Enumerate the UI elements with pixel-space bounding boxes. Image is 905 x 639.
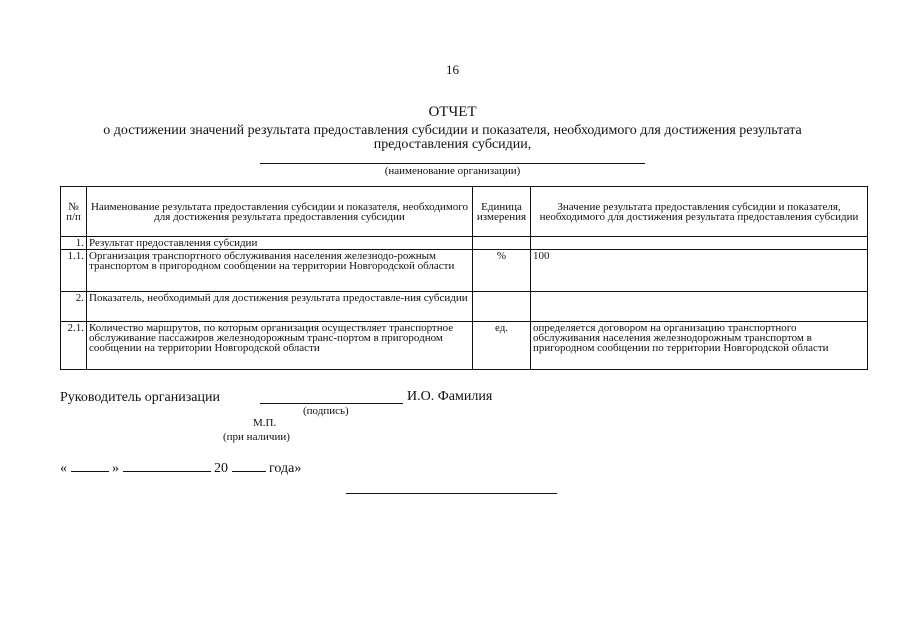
year-blank [232, 459, 266, 472]
date-row [60, 459, 301, 477]
document-title: ОТЧЕТ [428, 104, 477, 120]
header-name: Наименование результата предоставления субсидии и показателя, необходимого для достижения результата предоставления субсидии [87, 187, 473, 237]
document-subtitle: о достижении значений результата предоставления субсидии и показателя, необходимого для достижения результата предоставления субсидии, [103, 123, 802, 152]
row-value [531, 292, 868, 322]
day-blank [71, 459, 109, 472]
row-value: определяется договором на организацию транспортного обслуживания населения железнодорожным транспортом в пригородном сообщении по территории Новгородской области [531, 322, 868, 370]
row-num: 2.1. [61, 322, 87, 370]
report-table [60, 186, 868, 370]
row-unit [473, 237, 531, 250]
organization-name-line [260, 162, 645, 164]
table-header-row [61, 187, 868, 237]
row-name: Организация транспортного обслуживания населения железнодо-рожным транспортом в пригородном сообщении на территории Новгородской области [87, 250, 473, 292]
signatory-label: Руководитель организации [60, 390, 220, 405]
month-blank [123, 459, 211, 472]
header-num: № п/п [61, 187, 87, 237]
signature-caption: (подпись) [303, 405, 349, 417]
row-name: Результат предоставления субсидии [87, 237, 473, 250]
table-row [61, 322, 868, 370]
page-number: 16 [446, 62, 459, 77]
seal-note: (при наличии) [223, 431, 290, 443]
year-prefix: 20 [214, 461, 228, 476]
row-num: 1. [61, 237, 87, 250]
seal-label: М.П. [253, 417, 277, 429]
row-unit: ед. [473, 322, 531, 370]
signatory-name: И.О. Фамилия [407, 389, 493, 404]
header-unit: Единица измерения [473, 187, 531, 237]
row-num: 2. [61, 292, 87, 322]
row-name: Показатель, необходимый для достижения результата предоставле-ния субсидии [87, 292, 473, 322]
row-unit: % [473, 250, 531, 292]
table-row [61, 237, 868, 250]
row-unit [473, 292, 531, 322]
row-value [531, 237, 868, 250]
signature-line [260, 402, 403, 404]
table-row [61, 250, 868, 292]
row-num: 1.1. [61, 250, 87, 292]
date-open-quote: « [60, 461, 67, 476]
date-suffix: года» [269, 461, 302, 476]
header-value: Значение результата предоставления субсидии и показателя, необходимого для достижения результата предоставления субсидии [531, 187, 868, 237]
closing-line [346, 492, 557, 494]
table-row [61, 292, 868, 322]
organization-caption: (наименование организации) [384, 165, 521, 177]
date-close-quote: » [112, 461, 119, 476]
row-value: 100 [531, 250, 868, 292]
row-name: Количество маршрутов, по которым организация осуществляет транспортное обслуживание пассажиров железнодорожным транс-портом в пригородном сообщении на территории Новгородской области [87, 322, 473, 370]
